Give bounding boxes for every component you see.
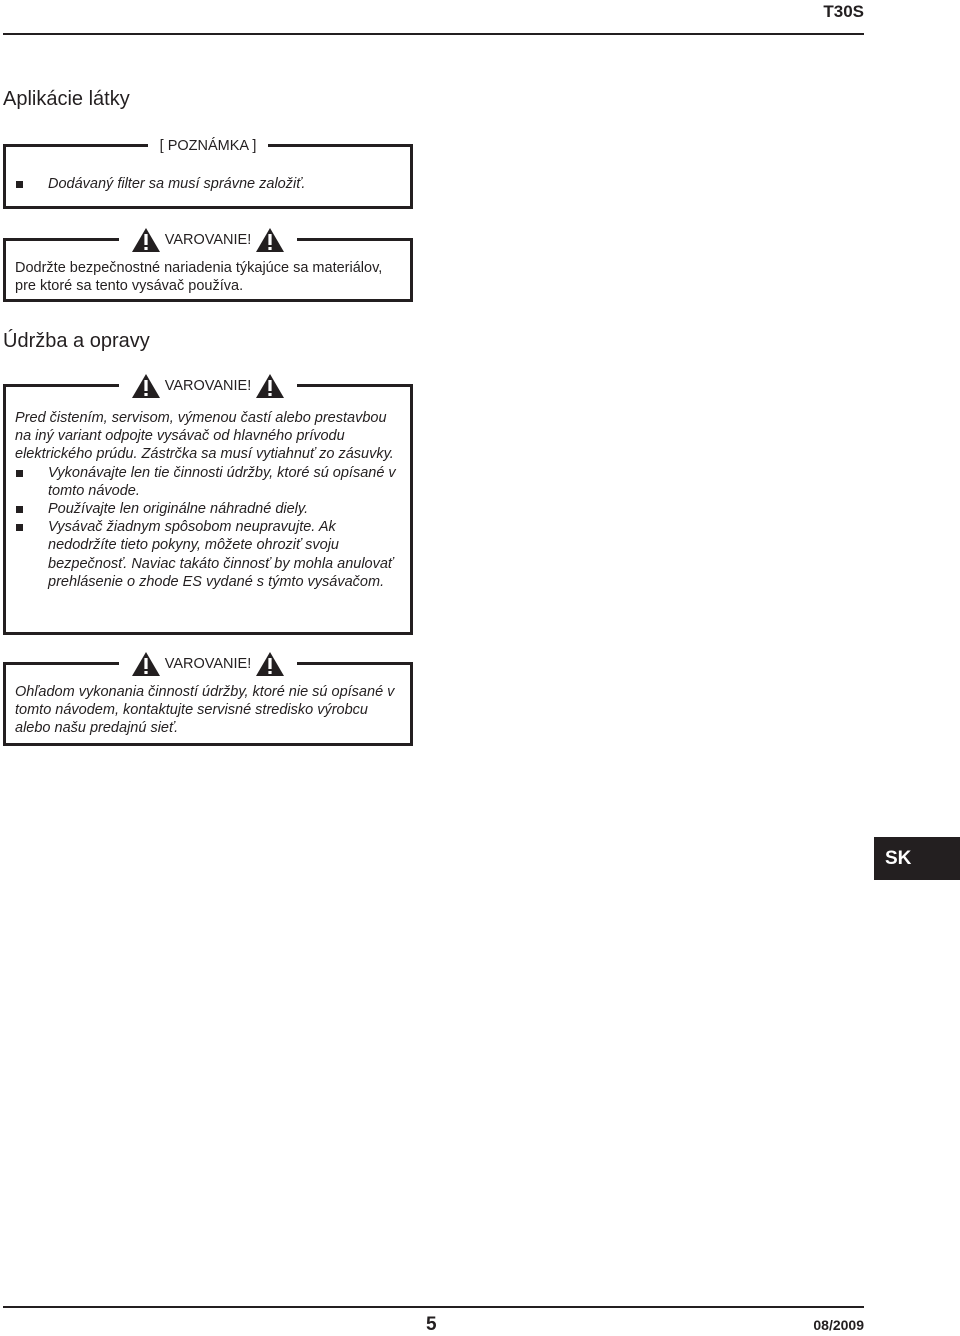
footer-rule bbox=[3, 1306, 864, 1308]
warning-text: Ohľadom vykonania činností údržby, ktoré nie sú opísané v tomto návodem, kontaktujte servisné stredisko výrobcu alebo našu predajnú sieť. bbox=[15, 684, 395, 737]
model-label: T30S bbox=[823, 2, 864, 21]
section-heading-maintenance: Údržba a opravy bbox=[3, 330, 150, 352]
list-item: Dodávaný filter sa musí správne založiť. bbox=[15, 175, 402, 193]
warning-title: VAROVANIE! bbox=[164, 378, 252, 394]
warning-text: Dodržte bezpečnostné nariadenia týkajúce sa materiálov, pre ktoré sa tento vysávač používa. bbox=[15, 260, 383, 295]
footer-date: 08/2009 bbox=[813, 1317, 864, 1333]
section-heading-applications: Aplikácie látky bbox=[3, 88, 130, 110]
bullet-icon bbox=[15, 175, 48, 193]
warning-box-materials bbox=[3, 232, 413, 302]
warning-box-title bbox=[6, 373, 410, 399]
language-tab: SK bbox=[874, 837, 960, 880]
note-box-title bbox=[6, 133, 410, 159]
list-item: Vykonávajte len tie činnosti údržby, ktoré sú opísané v tomto návode. bbox=[15, 464, 402, 500]
warning-triangle-icon bbox=[255, 651, 285, 677]
list-item: Vysávač žiadnym spôsobom neupravujte. Ak nedodržíte tieto pokyny, môžete ohroziť svoju bezpečnosť. Naviac takáto činnosť by mohla anulovať prehlásenie o zhode ES vydané s týmto vysávačom. bbox=[15, 518, 402, 591]
bullet-icon bbox=[15, 518, 48, 591]
warning-triangle-icon bbox=[255, 227, 285, 253]
warning-triangle-icon bbox=[255, 373, 285, 399]
note-box bbox=[3, 138, 413, 209]
note-title: [ POZNÁMKA ] bbox=[148, 133, 269, 159]
bullet-icon bbox=[15, 464, 48, 500]
warning-box-title bbox=[6, 227, 410, 253]
warning-box-service bbox=[3, 656, 413, 746]
page-number: 5 bbox=[426, 1314, 437, 1335]
warning-triangle-icon bbox=[131, 227, 161, 253]
warning-box-maintenance bbox=[3, 378, 413, 635]
list-item: Používajte len originálne náhradné diely. bbox=[15, 500, 402, 518]
warning-body bbox=[15, 409, 402, 591]
warning-intro: Pred čistením, servisom, výmenou častí alebo prestavbou na iný variant odpojte vysávač od hlavného prívodu elektrického prúdu. Zástrčka sa musí vytiahnuť zo zásuvky. bbox=[15, 410, 394, 463]
warning-triangle-icon bbox=[131, 651, 161, 677]
warning-triangle-icon bbox=[131, 373, 161, 399]
note-body bbox=[15, 175, 402, 193]
header-rule bbox=[3, 33, 864, 35]
warning-title: VAROVANIE! bbox=[164, 656, 252, 672]
bullet-icon bbox=[15, 500, 48, 518]
warning-box-title bbox=[6, 651, 410, 677]
warning-title: VAROVANIE! bbox=[164, 232, 252, 248]
